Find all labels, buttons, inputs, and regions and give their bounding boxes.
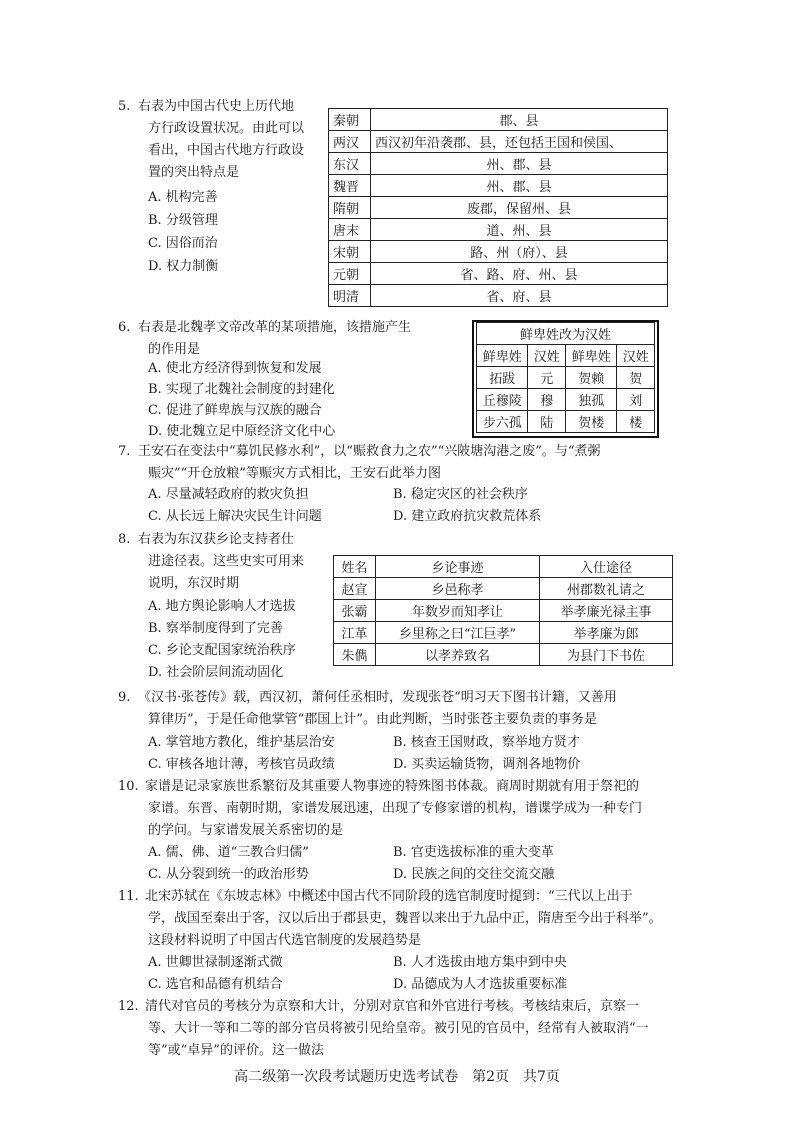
q12-number: 12. xyxy=(118,999,139,1014)
table-cell: 贺 xyxy=(617,367,655,389)
q8-option-b: B. 察举制度得到了完善 xyxy=(148,621,283,636)
table-row xyxy=(477,411,655,433)
dynasty-cell: 明清 xyxy=(329,285,371,307)
q5-option-d: D. 权力制衡 xyxy=(148,259,219,274)
table-row xyxy=(334,622,673,644)
q11-number: 11. xyxy=(118,889,139,904)
table-cell: 独孤 xyxy=(565,389,616,411)
q5-option-b: B. 分级管理 xyxy=(148,213,218,228)
q8-stem-line: 右表为东汉获乡论支持者仕 xyxy=(138,532,295,547)
q6-option-c: C. 促进了鲜卑族与汉族的融合 xyxy=(148,403,322,418)
table-row xyxy=(334,578,673,600)
q8-option-c: C. 乡论支配国家统治秩序 xyxy=(148,643,296,658)
q12-stem-line: 等、大计一等和二等的部分官员将被引见给皇帝。被引见的官员中，经常有人被取消“一 xyxy=(148,1021,649,1036)
q10-stem-line: 家谱。东晋、南朝时期，家谱发展迅速，出现了专修家谱的机构，谱谍学成为一种专门 xyxy=(148,801,643,816)
table-row xyxy=(477,367,655,389)
admin-cell: 省、路、府、州、县 xyxy=(371,263,668,285)
q8-career-table xyxy=(333,555,673,666)
table-title: 鲜卑姓改为汉姓 xyxy=(477,323,655,345)
q11-option-a: A. 世卿世禄制逐渐式微 xyxy=(148,955,283,970)
admin-cell: 省、府、县 xyxy=(371,285,668,307)
q8-number: 8. xyxy=(118,532,131,547)
q11-stem-line: 北宋苏轼在《东坡志林》中概述中国古代不同阶段的选官制度时提到：“三代以上出于 xyxy=(145,889,633,904)
table-cell: 穆 xyxy=(528,389,566,411)
q12-stem-line: 等”或“卓异”的评价。这一做法 xyxy=(148,1043,324,1058)
table-row xyxy=(329,153,668,175)
admin-cell: 废郡，保留州、县 xyxy=(371,197,668,219)
dynasty-cell: 魏晋 xyxy=(329,175,371,197)
header-cell: 鲜卑姓 xyxy=(477,345,528,367)
table-cell: 陆 xyxy=(528,411,566,433)
q8-option-a: A. 地方舆论影响人才选拔 xyxy=(148,599,296,614)
table-row xyxy=(329,109,668,131)
q8-option-d: D. 社会阶层间流动固化 xyxy=(148,665,284,680)
q5-option-a: A. 机构完善 xyxy=(148,190,218,205)
q7-stem-line: 赈灾”“开仓放粮”等赈灾方式相比，王安石此举力图 xyxy=(148,466,441,481)
q10-stem-line: 家谱是记录家族世系繁衍及其重要人物事迹的特殊图书体裁。商周时期就有用于祭祀的 xyxy=(145,779,640,794)
q11-stem-line: 学，战国至秦出于客，汉以后出于郡县吏，魏晋以来出于九品中正，隋唐至今出于科举”。 xyxy=(148,911,662,926)
dynasty-cell: 两汉 xyxy=(329,131,371,153)
table-cell: 元 xyxy=(528,367,566,389)
table-cell: 张霸 xyxy=(334,600,376,622)
q7-option-d: D. 建立政府抗灾救荒体系 xyxy=(393,509,542,524)
q6-surname-table xyxy=(476,322,655,433)
q6-stem-line: 的作用是 xyxy=(148,342,201,357)
q5-stem-line: 看出，中国古代地方行政设 xyxy=(148,143,305,158)
q10-stem-line: 的学问。与家谱发展关系密切的是 xyxy=(148,823,344,838)
q9-stem-line: 《汉书·张苍传》载，西汉初，萧何任丞相时，发现张苍“明习天下图书计籍，又善用 xyxy=(138,690,617,705)
q11-option-c: C. 选官和品德有机结合 xyxy=(148,977,283,992)
q10-option-a: A. 儒、佛、道“三教合归儒” xyxy=(148,845,309,860)
header-cell: 乡论事迹 xyxy=(376,556,540,578)
dynasty-cell: 元朝 xyxy=(329,263,371,285)
q11-option-d: D. 品德成为人才选拔重要标准 xyxy=(393,977,568,992)
q5-stem-line: 置的突出特点是 xyxy=(148,165,240,180)
q11-stem-line: 这段材料说明了中国古代选官制度的发展趋势是 xyxy=(148,933,422,948)
q9-stem-line: 算律历”，于是任命他掌管“郡国上计”。由此判断，当时张苍主要负责的事务是 xyxy=(148,712,597,727)
table-header-row xyxy=(477,345,655,367)
table-cell: 贺楼 xyxy=(565,411,616,433)
table-row xyxy=(329,263,668,285)
table-cell: 丘穆陵 xyxy=(477,389,528,411)
q11-option-b: B. 人才选拔由地方集中到中央 xyxy=(393,955,567,970)
q10-option-d: D. 民族之间的交往交流交融 xyxy=(393,867,555,882)
table-cell: 拓跋 xyxy=(477,367,528,389)
q6-option-a: A. 使北方经济得到恢复和发展 xyxy=(148,361,322,376)
header-cell: 入仕途径 xyxy=(540,556,673,578)
q9-option-c: C. 审核各地计薄，考核官员政绩 xyxy=(148,757,335,772)
table-row xyxy=(334,644,673,666)
admin-cell: 西汉初年沿袭郡、县，还包括王国和侯国、 xyxy=(371,131,668,153)
table-cell: 步六孤 xyxy=(477,411,528,433)
admin-cell: 州、郡、县 xyxy=(371,153,668,175)
table-cell: 州郡数礼请之 xyxy=(540,578,673,600)
q7-option-b: B. 稳定灾区的社会秩序 xyxy=(393,487,528,502)
q5-stem-line: 右表为中国古代史上历代地 xyxy=(138,99,295,114)
q12-stem-line: 清代对官员的考核分为京察和大计，分别对京官和外官进行考核。考核结束后，京察一 xyxy=(145,999,640,1014)
q5-stem-line: 方行政设置状况。由此可以 xyxy=(148,121,305,136)
table-cell: 以孝养致名 xyxy=(376,644,540,666)
header-cell: 汉姓 xyxy=(528,345,566,367)
table-row xyxy=(329,285,668,307)
table-cell: 江革 xyxy=(334,622,376,644)
table-header-row xyxy=(334,556,673,578)
q9-option-a: A. 掌管地方教化，维护基层治安 xyxy=(148,735,335,750)
table-row xyxy=(329,197,668,219)
dynasty-cell: 东汉 xyxy=(329,153,371,175)
header-cell: 汉姓 xyxy=(617,345,655,367)
q9-number: 9. xyxy=(118,690,131,705)
admin-cell: 路、州（府）、县 xyxy=(371,241,668,263)
table-cell: 乡里称之曰“江巨孝” xyxy=(376,622,540,644)
table-cell: 年数岁而知孝让 xyxy=(376,600,540,622)
table-row xyxy=(329,175,668,197)
table-cell: 为县门下书佐 xyxy=(540,644,673,666)
q7-option-c: C. 从长远上解决灾民生计问题 xyxy=(148,509,322,524)
q6-number: 6. xyxy=(118,320,131,335)
table-cell: 乡邑称孝 xyxy=(376,578,540,600)
q5-number: 5. xyxy=(118,99,131,114)
dynasty-cell: 宋朝 xyxy=(329,241,371,263)
dynasty-cell: 唐末 xyxy=(329,219,371,241)
table-cell: 举孝廉光禄主事 xyxy=(540,600,673,622)
q8-stem-line: 说明，东汉时期 xyxy=(148,576,240,591)
table-title-row xyxy=(477,323,655,345)
q9-option-d: D. 买卖运输货物，调剂各地物价 xyxy=(393,757,581,772)
q6-option-b: B. 实现了北魏社会制度的封建化 xyxy=(148,382,335,397)
admin-cell: 郡、县 xyxy=(371,109,668,131)
q10-number: 10. xyxy=(118,779,139,794)
q10-option-b: B. 官吏选拔标准的重大变革 xyxy=(393,845,554,860)
table-cell: 刘 xyxy=(617,389,655,411)
dynasty-cell: 秦朝 xyxy=(329,109,371,131)
table-row xyxy=(477,389,655,411)
q7-number: 7. xyxy=(118,444,131,459)
header-cell: 姓名 xyxy=(334,556,376,578)
table-cell: 朱儁 xyxy=(334,644,376,666)
table-cell: 贺赖 xyxy=(565,367,616,389)
q7-option-a: A. 尽量减轻政府的救灾负担 xyxy=(148,487,309,502)
q6-option-d: D. 使北魏立足中原经济文化中心 xyxy=(148,424,336,439)
q6-stem-line: 右表是北魏孝文帝改革的某项措施，该措施产生 xyxy=(138,320,412,335)
header-cell: 鲜卑姓 xyxy=(565,345,616,367)
q8-stem-line: 进途径表。这些史实可用来 xyxy=(148,554,305,569)
dynasty-cell: 隋朝 xyxy=(329,197,371,219)
table-row xyxy=(329,219,668,241)
q9-option-b: B. 核查王国财政，察举地方贤才 xyxy=(393,735,580,750)
admin-cell: 州、郡、县 xyxy=(371,175,668,197)
q5-admin-table xyxy=(328,108,668,307)
table-row xyxy=(334,600,673,622)
table-cell: 楼 xyxy=(617,411,655,433)
admin-cell: 道、州、县 xyxy=(371,219,668,241)
page-footer: 高二级第一次段考试题历史选考试卷 第2页 共7页 xyxy=(234,1069,560,1085)
table-row xyxy=(329,131,668,153)
q10-option-c: C. 从分裂到统一的政治形势 xyxy=(148,867,309,882)
q5-option-c: C. 因俗而治 xyxy=(148,236,218,251)
table-cell: 赵宣 xyxy=(334,578,376,600)
table-cell: 举孝廉为郎 xyxy=(540,622,673,644)
q7-stem-line: 王安石在变法中“募饥民修水利”，以“赈救食力之农”“兴陂塘沟港之废”。与“煮粥 xyxy=(138,444,601,459)
table-row xyxy=(329,241,668,263)
